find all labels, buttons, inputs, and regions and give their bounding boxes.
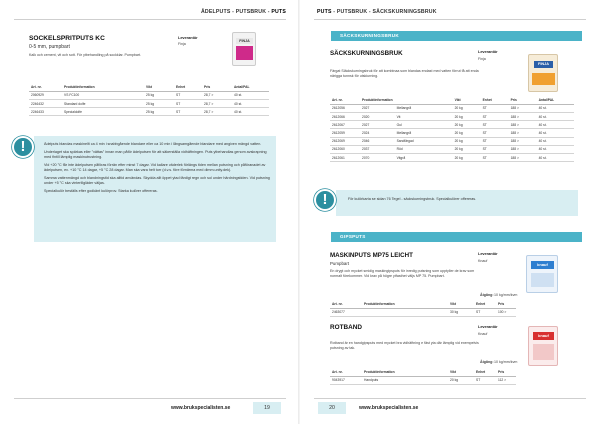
col-header: Produktinformation	[362, 98, 393, 103]
usage-value: 10 kg/mm/kvm	[494, 360, 518, 364]
table-row	[330, 112, 574, 120]
footer-website: www.brukspecialisten.se	[171, 405, 231, 411]
table-cell: Mellangrå	[395, 129, 453, 137]
right-page	[300, 0, 600, 424]
table-cell: ST	[481, 104, 509, 112]
table-cell: 20 kg	[453, 129, 481, 137]
table-cell: 20 kg	[453, 153, 481, 161]
table-cell: Vitgrå	[395, 153, 453, 161]
bag-color-panel	[531, 273, 554, 287]
table-cell: 25 kg	[144, 108, 174, 116]
exclamation-icon: !	[12, 136, 34, 158]
supplier-label: Leverantör	[478, 50, 498, 54]
section-band-gipsputs: GIPSPUTS	[331, 232, 582, 242]
table-row	[330, 153, 574, 161]
product-title: SÄCKSKURNINGSBRUK	[330, 50, 403, 57]
product-bag-image	[528, 54, 558, 92]
product-table	[330, 301, 516, 317]
usage-label: Åtgång:	[480, 293, 494, 297]
table-cell: ST	[481, 153, 509, 161]
supplier-value: Finja	[178, 42, 186, 46]
table-cell: 20 kg	[453, 104, 481, 112]
table-row	[330, 121, 574, 129]
col-header: Produktinformation	[62, 84, 144, 91]
table-row	[330, 308, 516, 316]
table-cell: Standard dolfe	[62, 99, 144, 107]
col-header: Vikt	[448, 301, 474, 308]
product-table	[29, 84, 269, 116]
info-paragraph: Specialkulör beställs efter godkänt kulörprov. Starka kulörer offereras.	[44, 189, 158, 193]
table-header-row	[330, 301, 516, 308]
table-cell: 40 st.	[537, 112, 574, 120]
table-cell: ST	[481, 145, 509, 153]
table-cell: 188 >	[509, 121, 537, 129]
col-header: Vikt	[144, 84, 174, 91]
table-cell: 2463077	[330, 308, 362, 316]
info-paragraph: Vid +20 °C får inte ädelputsen påföras förrän efter minst 7 dagar. Vid kallare väderlek förlängs tiden mellan putsning och påföranadet av ädelputsen, ex. +10 °C 14 dagar, +5 °C 28 dagar. Man ska vara helt torr (d.v.s. före förnärma med dimm.unity.dek).	[44, 163, 266, 172]
table-cell: 20 kg	[448, 376, 474, 384]
bag-brand-label: FINJA	[534, 61, 553, 68]
table-cell: 188 >	[509, 112, 537, 120]
table-cell: 40 st.	[232, 108, 269, 116]
table-header-row	[330, 369, 516, 376]
table-cell: 2612067	[330, 121, 360, 129]
product-bag-image	[528, 326, 558, 366]
col-header: Pris	[202, 84, 232, 91]
table-cell: 20 kg	[453, 112, 481, 120]
header-divider	[314, 19, 586, 20]
col-header: Enhet	[474, 369, 496, 376]
table-cell: 25 kg	[144, 99, 174, 107]
table-cell: 40 st.	[537, 121, 574, 129]
col-header: Pris	[509, 97, 537, 104]
product-title: ROTBAND	[330, 324, 362, 331]
section-band-sackskurningsbruk: SÄCKSKURNINGSBRUK	[331, 31, 582, 41]
table-cell: ST	[481, 137, 509, 145]
table-cell: ST	[481, 129, 509, 137]
table-cell: ST	[174, 108, 202, 116]
info-box	[34, 136, 276, 242]
table-cell: Specialdolfe	[62, 108, 144, 116]
product-subtitle: Pumpbart	[330, 261, 350, 266]
product-subtitle: 0-5 mm, pumpbart	[29, 44, 70, 50]
col-header: Art. nr.	[330, 369, 362, 376]
col-header: Pris	[496, 369, 516, 376]
col-header: Vikt	[453, 97, 481, 104]
table-cell: 2024	[360, 129, 395, 137]
table-cell: 2070	[360, 153, 395, 161]
table-row	[330, 129, 574, 137]
table-row	[29, 99, 269, 107]
col-header: Enhet	[174, 84, 202, 91]
header-divider	[14, 19, 286, 20]
col-header: Antal/PAL	[537, 97, 574, 104]
supplier-value: Knauf	[478, 332, 488, 336]
col-header: Pris	[496, 301, 516, 308]
table-cell: 40 st.	[537, 137, 574, 145]
table-cell: 2027	[360, 121, 395, 129]
exclamation-icon: !	[314, 189, 336, 211]
page-number: 19	[253, 402, 281, 414]
product-title: SOCKELSPRITPUTS KC	[29, 35, 105, 42]
table-cell: 188 >	[509, 137, 537, 145]
table-cell: 9043917	[330, 376, 362, 384]
col-header: Art. nr.	[330, 301, 362, 308]
product-table	[330, 369, 516, 385]
table-cell: 2612066	[330, 112, 360, 120]
bag-color-panel	[236, 46, 253, 60]
table-cell: 2612059	[330, 129, 360, 137]
table-cell: 28,7 >	[202, 99, 232, 107]
supplier-label: Leverantör	[478, 252, 498, 256]
table-cell: 2037	[360, 145, 395, 153]
right-running-header: PUTS - PUTSBRUK - SÄCKSKURNINGSBRUK	[317, 9, 437, 15]
table-cell: 40 st.	[232, 99, 269, 107]
col-header: Art. nr.	[29, 84, 62, 91]
info-paragraph: Samma vattenmängd och blandningstid ska alltid användas. Skydda allt öppet ytad färdigt regn och sol under härdningstiden. Vid putsning under +5 °C ska vinterillgläder väljas.	[44, 176, 270, 185]
info-text	[44, 142, 270, 194]
product-bag-image	[526, 255, 558, 293]
table-row	[330, 376, 516, 384]
product-description: Rotband är en handgipsputs med mycket bra vidhäftning e fäst yta där lämplig vid exempelvis putsning av tak.	[330, 341, 479, 351]
footer-divider	[14, 398, 286, 399]
info-text: För kulörkarta se sidan 76 Tegel - säckskurningsbruk. Specialkulörer offereras.	[348, 197, 477, 201]
bag-brand-label: FINJA	[236, 38, 253, 44]
table-cell: 20 kg	[453, 145, 481, 153]
product-table	[330, 97, 574, 162]
table-cell: 188 >	[509, 145, 537, 153]
table-cell	[362, 308, 448, 316]
left-running-header: ÅDELPUTS - PUTSBRUK - PUTS	[200, 9, 286, 15]
info-paragraph: Underlaget ska spärkas eller "vättas" innan man påför ädelputsen för att säkerställa vidhäftningen. Puts ytbehandlas genom avskrapning med fintill lämplig maskinutrustning.	[44, 150, 267, 159]
table-row	[29, 91, 269, 99]
col-header: Antal/PAL	[232, 84, 269, 91]
col-header	[395, 97, 453, 104]
table-cell: ST	[474, 376, 496, 384]
table-row	[330, 137, 574, 145]
table-cell: 2612056	[330, 104, 360, 112]
table-header-row	[29, 84, 269, 91]
table-cell: Handputs	[362, 376, 448, 384]
supplier-label: Leverantör	[178, 36, 198, 40]
info-paragraph: Ädelputs blandas maskinellt ca 4 min i snabbgående blandare eller ca 10 min i långsamgående blandare med angiven mängd vatten.	[44, 142, 262, 146]
table-cell: 20 kg	[453, 137, 481, 145]
table-cell: 2246432	[29, 99, 62, 107]
table-cell: Mellangrå	[395, 104, 453, 112]
product-description: En drygt och mycket smidig maskingipsputs för inredig putsning som upptyller de krav som normalt förekommer. Vid krav på högre ytfasthet väljs MP 75. Pumpbart.	[330, 269, 475, 279]
table-cell: VS FC100	[62, 91, 144, 99]
table-cell: 40 st.	[537, 145, 574, 153]
table-row	[330, 145, 574, 153]
col-header: Enhet	[474, 301, 496, 308]
table-cell: 40 st.	[232, 91, 269, 99]
product-description: Kalk och cement, vit och sott. För ytbehandling på sockklar. Pumpbart.	[29, 53, 142, 57]
info-box	[336, 190, 578, 216]
col-header: Art. nr.	[330, 97, 360, 104]
table-cell: 20 kg	[453, 121, 481, 129]
table-row	[29, 108, 269, 116]
table-cell: 2027	[360, 104, 395, 112]
table-cell: 40 st.	[537, 153, 574, 161]
table-cell: 2246433	[29, 108, 62, 116]
footer-divider	[314, 398, 586, 399]
usage-value: 10 kg/mm/kvm	[494, 293, 518, 297]
bag-brand-label: knauf	[533, 332, 554, 340]
table-cell: 2046	[360, 137, 395, 145]
table-cell: ST	[474, 308, 496, 316]
table-cell: Sandfärgad	[395, 137, 453, 145]
supplier-label: Leverantör	[478, 325, 498, 329]
table-cell: 100 >	[496, 308, 516, 316]
table-cell: Vit	[395, 112, 453, 120]
table-cell: 40 st.	[537, 104, 574, 112]
product-description: Färgat Släckskurningsbruk för att kombinaa som blandas endast med vatten förrut få att enda närigga tunnsk för utskiurning.	[330, 69, 479, 79]
table-cell: 112 >	[496, 376, 516, 384]
table-cell: Röd	[395, 145, 453, 153]
table-cell: 28,7 >	[202, 108, 232, 116]
table-cell: 2612061	[330, 153, 360, 161]
table-row	[330, 104, 574, 112]
table-cell: ST	[174, 99, 202, 107]
table-cell: 2060929	[29, 91, 62, 99]
table-cell: 2612069	[330, 137, 360, 145]
table-cell: 25 kg	[144, 91, 174, 99]
bag-color-panel	[533, 344, 554, 360]
product-title: MASKINPUTS MP75 LEICHT	[330, 252, 413, 259]
product-bag-image	[232, 32, 256, 66]
supplier-value: Knauf	[478, 259, 488, 263]
table-cell: 2612060	[330, 145, 360, 153]
supplier-value: Finja	[478, 57, 486, 61]
col-header: Produktinformation	[362, 301, 448, 308]
footer-website: www.brukspecialisten.se	[359, 405, 419, 411]
col-header: Vikt	[448, 369, 474, 376]
table-cell: 188 >	[509, 153, 537, 161]
bag-color-panel	[532, 73, 555, 85]
table-cell: 28,7 >	[202, 91, 232, 99]
table-cell: ST	[481, 112, 509, 120]
bag-brand-label: knauf	[531, 261, 554, 269]
table-cell: 188 >	[509, 104, 537, 112]
table-cell: ST	[174, 91, 202, 99]
table-cell: 40 st.	[537, 129, 574, 137]
table-cell: 2020	[360, 112, 395, 120]
col-header: Produktinformation	[362, 369, 448, 376]
table-cell: 30 kg	[448, 308, 474, 316]
page-number: 20	[318, 402, 346, 414]
table-cell: Gul	[395, 121, 453, 129]
usage-label: Åtgång:	[480, 360, 494, 364]
col-header: Enhet	[481, 97, 509, 104]
table-cell: ST	[481, 121, 509, 129]
table-cell: 188 >	[509, 129, 537, 137]
table-header-row	[330, 97, 574, 104]
